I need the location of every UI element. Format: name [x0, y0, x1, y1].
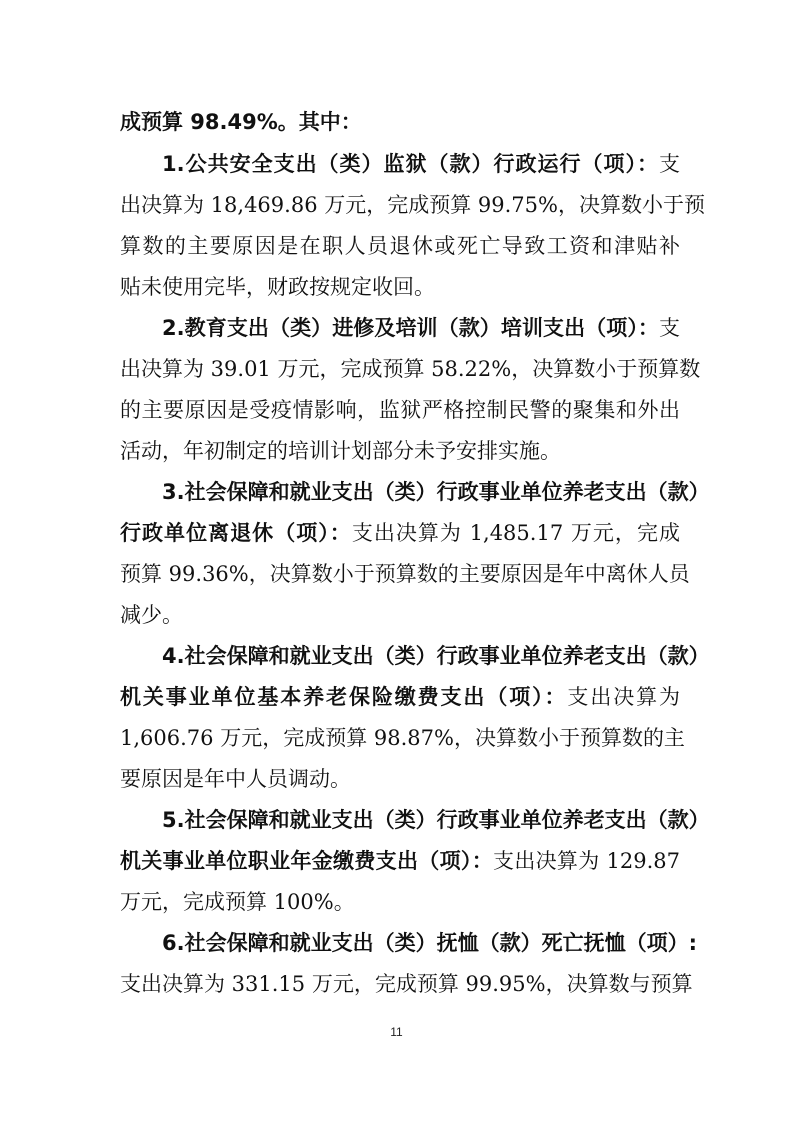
- item-4-text-2: 1,606.76 万元，完成预算 98.87%，决算数小于预算数的主: [120, 726, 685, 750]
- item-1-line-1: [162, 149, 680, 179]
- item-5-line-2: [120, 846, 680, 876]
- item-2-line-4: [120, 436, 680, 466]
- item-3-line-1: [162, 477, 710, 507]
- item-1-text-3: 算数的主要原因是在职人员退休或死亡导致工资和津贴补: [120, 234, 680, 258]
- item-3-title-2: 行政单位离退休（项）：: [120, 521, 352, 545]
- item-5-line-3: [120, 887, 680, 917]
- item-5-title-2: 机关事业单位职业年金缴费支出（项）：: [120, 849, 494, 873]
- item-1-title: 1.公共安全支出（类）监狱（款）行政运行（项）：: [162, 152, 659, 176]
- item-5-line-1: [162, 805, 710, 835]
- item-6-line-2: [120, 969, 693, 999]
- item-1-line-3: [120, 231, 680, 261]
- item-5-text-1: 支出决算为 129.87: [493, 849, 681, 873]
- item-3-line-3: [120, 559, 690, 589]
- item-4-text-3: 要原因是年中人员调动。: [120, 767, 351, 791]
- item-1-line-4: [120, 272, 680, 302]
- item-1-text-2: 出决算为 18,469.86 万元，完成预算 99.75%，决算数小于预: [120, 193, 705, 217]
- item-5-text-2: 万元，完成预算 100%。: [120, 890, 355, 914]
- item-4-line-4: [120, 764, 680, 794]
- item-4-line-3: [120, 723, 685, 753]
- item-2-line-2: [120, 354, 701, 384]
- intro-line: [120, 107, 680, 137]
- item-2-title: 2.教育支出（类）进修及培训（款）培训支出（项）：: [162, 316, 659, 340]
- item-2-line-1: [162, 313, 680, 343]
- item-4-title-1: 4.社会保障和就业支出（类）行政事业单位养老支出（款）: [162, 644, 710, 668]
- item-1-text-4: 贴未使用完毕，财政按规定收回。: [120, 275, 435, 299]
- item-2-text-3: 的主要原因是受疫情影响，监狱严格控制民警的聚集和外出: [120, 398, 680, 422]
- item-2-text-2: 出决算为 39.01 万元，完成预算 58.22%，决算数小于预算数: [120, 357, 701, 381]
- item-4-line-2: [120, 682, 680, 712]
- item-1-text-1: 支: [659, 152, 680, 176]
- item-2-line-3: [120, 395, 680, 425]
- item-3-line-4: [120, 600, 680, 630]
- item-3-text-2: 预算 99.36%，决算数小于预算数的主要原因是年中离休人员: [120, 562, 690, 586]
- item-2-text-4: 活动，年初制定的培训计划部分未予安排实施。: [120, 439, 561, 463]
- item-4-text-1: 支出决算为: [567, 685, 681, 709]
- intro-text: 成预算 98.49%。其中：: [120, 110, 362, 134]
- page-number: 11: [390, 1025, 403, 1039]
- item-5-title-1: 5.社会保障和就业支出（类）行政事业单位养老支出（款）: [162, 808, 710, 832]
- item-3-title-1: 3.社会保障和就业支出（类）行政事业单位养老支出（款）: [162, 480, 710, 504]
- item-6-title: 6.社会保障和就业支出（类）抚恤（款）死亡抚恤（项）:: [162, 931, 697, 955]
- item-4-line-1: [162, 641, 710, 671]
- item-1-line-2: [120, 190, 705, 220]
- item-4-title-2: 机关事业单位基本养老保险缴费支出（项）：: [120, 685, 568, 709]
- item-3-line-2: [120, 518, 680, 548]
- item-3-text-3: 减少。: [120, 603, 183, 627]
- item-6-line-1: [162, 928, 697, 958]
- item-3-text-1: 支出决算为 1,485.17 万元，完成: [351, 521, 680, 545]
- item-6-text-1: 支出决算为 331.15 万元，完成预算 99.95%，决算数与预算: [120, 972, 693, 996]
- item-2-text-1: 支: [659, 316, 680, 340]
